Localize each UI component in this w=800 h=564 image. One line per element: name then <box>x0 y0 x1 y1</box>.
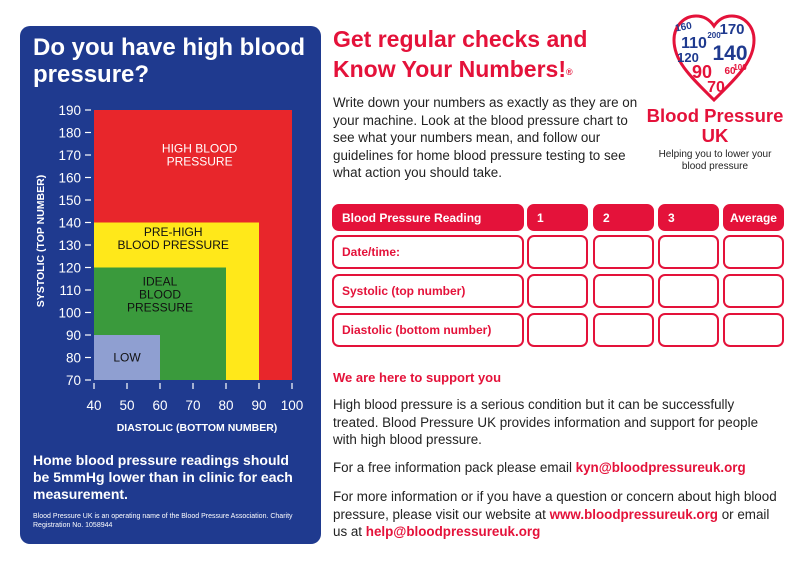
input-systolic-1[interactable] <box>527 274 588 308</box>
y-tick-label: 180 <box>58 125 81 141</box>
info-pack-paragraph <box>333 459 783 477</box>
heart-number: 160 <box>674 20 693 35</box>
table-header-3: 3 <box>658 204 719 231</box>
input-datetime-1[interactable] <box>527 235 588 269</box>
right-title <box>333 24 633 84</box>
help-email-link[interactable]: help@bloodpressureuk.org <box>365 524 541 539</box>
info-pack-text: For a free information pack please email <box>333 460 576 475</box>
input-datetime-average[interactable] <box>723 235 784 269</box>
y-axis-label: SYSTOLIC (TOP NUMBER) <box>35 174 47 308</box>
row-label-diastolic: Diastolic (bottom number) <box>332 313 524 347</box>
heart-number: 140 <box>712 42 748 65</box>
zone-label: HIGH BLOOD <box>161 141 238 156</box>
table-header-2: 2 <box>593 204 654 231</box>
blood-pressure-chart <box>20 26 321 446</box>
y-tick-label: 190 <box>58 103 81 118</box>
left-panel-title: Do you have high blood pressure? <box>33 34 305 88</box>
heart-number: 110 <box>681 35 707 52</box>
table-header-average: Average <box>723 204 784 231</box>
heart-number: 170 <box>719 21 745 38</box>
contact-mid-text: or email us at <box>333 506 770 539</box>
input-diastolic-2[interactable] <box>593 313 654 347</box>
x-tick-label: 40 <box>86 398 102 413</box>
zone-label: LOW <box>113 350 141 365</box>
heart-number: 60 <box>724 66 736 77</box>
zone-label: PRE-HIGH <box>143 224 203 239</box>
brand-name <box>640 106 790 146</box>
heart-logo-icon <box>672 14 756 102</box>
input-systolic-3[interactable] <box>658 274 719 308</box>
brand-name-line2: UK <box>701 125 729 146</box>
input-datetime-3[interactable] <box>658 235 719 269</box>
y-tick-label: 110 <box>59 283 81 298</box>
x-tick-label: 100 <box>280 398 304 413</box>
y-tick-label: 90 <box>65 328 81 343</box>
right-title-line1: Get regular checks and <box>333 26 588 52</box>
y-tick-label: 140 <box>58 215 81 231</box>
contact-paragraph <box>333 488 783 541</box>
x-tick-label: 60 <box>152 398 168 413</box>
left-info-panel <box>20 26 321 544</box>
y-tick-label: 70 <box>65 373 81 388</box>
zone-label: PRESSURE <box>166 154 233 169</box>
charity-footnote: Blood Pressure UK is an operating name of the Blood Pressure Association. Charity Registration No. 1058944 <box>33 513 293 529</box>
table-header-1: 1 <box>527 204 588 231</box>
zone-label: BLOOD <box>138 287 182 302</box>
home-reading-note: Home blood pressure readings should be 5mmHg lower than in clinic for each measurement. <box>33 452 293 502</box>
right-title-line2: Know Your Numbers! <box>333 56 566 82</box>
x-tick-label: 50 <box>119 398 135 413</box>
heart-number: 90 <box>691 62 713 82</box>
zone-label: PRESSURE <box>126 300 194 315</box>
y-tick-label: 100 <box>58 305 81 321</box>
brand-name-line1: Blood Pressure <box>646 105 784 126</box>
input-systolic-average[interactable] <box>723 274 784 308</box>
input-diastolic-3[interactable] <box>658 313 719 347</box>
registered-mark: ® <box>566 67 573 77</box>
support-paragraph: High blood pressure is a serious condition but it can be successfully treated. Blood Pressure UK provides information and support for people with high blood pressure. <box>333 397 759 447</box>
intro-text: Write down your numbers as exactly as they are on your machine. Look at the blood pressure chart to see what your numbers mean, and follow our guidelines for home blood pressure testing to see what action you should take. <box>333 95 638 180</box>
row-label-systolic: Systolic (top number) <box>332 274 524 308</box>
y-tick-label: 120 <box>58 260 81 276</box>
y-tick-label: 160 <box>58 170 81 186</box>
heart-number: 100 <box>733 63 747 72</box>
input-diastolic-average[interactable] <box>723 313 784 347</box>
y-tick-label: 150 <box>58 193 81 208</box>
zone-label: IDEAL <box>142 274 178 289</box>
y-tick-label: 170 <box>58 148 81 163</box>
x-tick-label: 70 <box>185 398 201 413</box>
x-tick-label: 90 <box>251 398 267 413</box>
zone-label: BLOOD PRESSURE <box>117 237 229 252</box>
heart-number: 120 <box>677 50 699 65</box>
y-tick-label: 130 <box>58 238 81 253</box>
website-link[interactable]: www.bloodpressureuk.org <box>549 506 718 522</box>
contact-text: For more information or if you have a question or concern about high blood pressure, please visit our website at <box>333 489 777 522</box>
support-heading: We are here to support you <box>333 370 502 385</box>
info-pack-email-link[interactable]: kyn@bloodpressureuk.org <box>575 460 746 475</box>
x-tick-label: 80 <box>218 398 234 413</box>
input-datetime-2[interactable] <box>593 235 654 269</box>
table-header-reading: Blood Pressure Reading <box>332 204 524 231</box>
row-label-datetime: Date/time: <box>332 235 524 269</box>
y-tick-label: 80 <box>65 350 81 366</box>
brand-tagline: Helping you to lower your blood pressure <box>658 149 772 172</box>
x-axis-label: DIASTOLIC (BOTTOM NUMBER) <box>116 422 278 434</box>
heart-number: 70 <box>707 79 725 96</box>
input-diastolic-1[interactable] <box>527 313 588 347</box>
heart-number: 200 <box>707 31 721 40</box>
input-systolic-2[interactable] <box>593 274 654 308</box>
